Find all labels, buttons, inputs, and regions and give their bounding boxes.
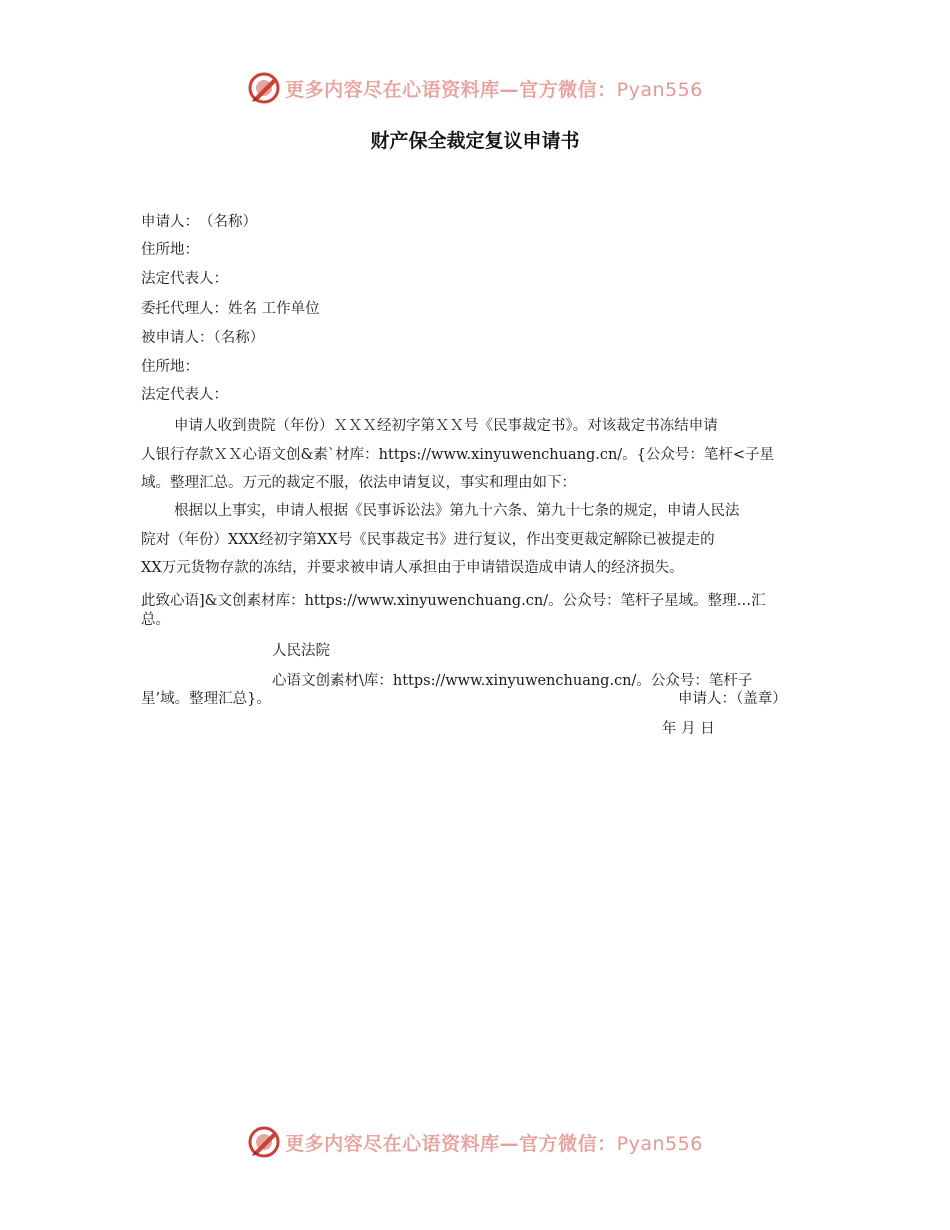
footer-banner-inner	[247, 1125, 703, 1159]
respondent-line: 被申请人：（名称）	[141, 330, 265, 346]
document-title: 财产保全裁定复议申请书	[370, 130, 580, 152]
court-name: 人民法院	[272, 643, 330, 659]
pen-logo-icon	[247, 71, 281, 105]
banner-slogan: 更多内容尽在心语资料库—官方微信：	[285, 78, 617, 101]
applicant-address-line: 住所地：	[141, 242, 199, 258]
respondent-rep-line: 法定代表人：	[141, 387, 228, 403]
paragraph-2-line-2: 院对（年份）XXX经初字第XX号《民事裁定书》进行复议，作出变更裁定解除已被提走的	[141, 531, 715, 548]
respondent-address-line: 住所地：	[141, 359, 199, 375]
banner-text	[285, 1129, 703, 1156]
header-banner	[0, 68, 950, 108]
applicant-line: 申请人： （名称）	[141, 214, 257, 230]
paragraph-2-line-1: 根据以上事实，申请人根据《民事诉讼法》第九十六条、第九十七条的规定，申请人民法	[174, 503, 740, 519]
paragraph-1-line-1: 申请人收到贵院（年份）ＸＸＸ经初字第ＸＸ号《民事裁定书》。对该裁定书冻结申请	[174, 418, 718, 434]
signature-watermark-line-1: 心语文创素材\库：https://www.xinyuwenchuang.cn/。公众号：笔杆子	[272, 673, 753, 689]
signature-date: 年 月 日	[662, 721, 715, 737]
body-paragraph-2	[141, 497, 816, 583]
body-paragraph-1	[141, 412, 816, 498]
signature-watermark-line-2: 星’域。整理汇总}。	[141, 691, 271, 707]
paragraph-1-line-3: 域。整理汇总。万元的裁定不服，依法申请复议，事实和理由如下：	[141, 475, 576, 491]
paragraph-2-line-3: XX万元货物存款的冻结，并要求被申请人承担由于申请错误造成申请人的经济损失。	[141, 560, 684, 576]
footer-banner	[0, 1122, 950, 1162]
banner-wechat-id: Pyan556	[616, 78, 703, 101]
applicant-rep-line: 法定代表人：	[141, 271, 228, 287]
header-banner-inner	[247, 71, 703, 105]
agent-line: 委托代理人：姓名 工作单位	[141, 301, 320, 317]
closing-line-1: 此致心语]&文创素材库：https://www.xinyuwenchuang.cn/。公众号：笔杆子星域。整理…汇	[141, 593, 766, 609]
banner-wechat-id: Pyan556	[616, 1132, 703, 1155]
banner-text	[285, 75, 703, 102]
pen-logo-icon	[247, 1125, 281, 1159]
banner-slogan: 更多内容尽在心语资料库—官方微信：	[285, 1132, 617, 1155]
paragraph-1-line-2: 人银行存款ＸＸ心语文创&素`材库：https://www.xinyuwenchuang.cn/。{公众号：笔杆<子星	[141, 446, 775, 463]
closing-line-2: 总。	[141, 612, 170, 628]
applicant-seal: 申请人：（盖章）	[678, 691, 787, 707]
